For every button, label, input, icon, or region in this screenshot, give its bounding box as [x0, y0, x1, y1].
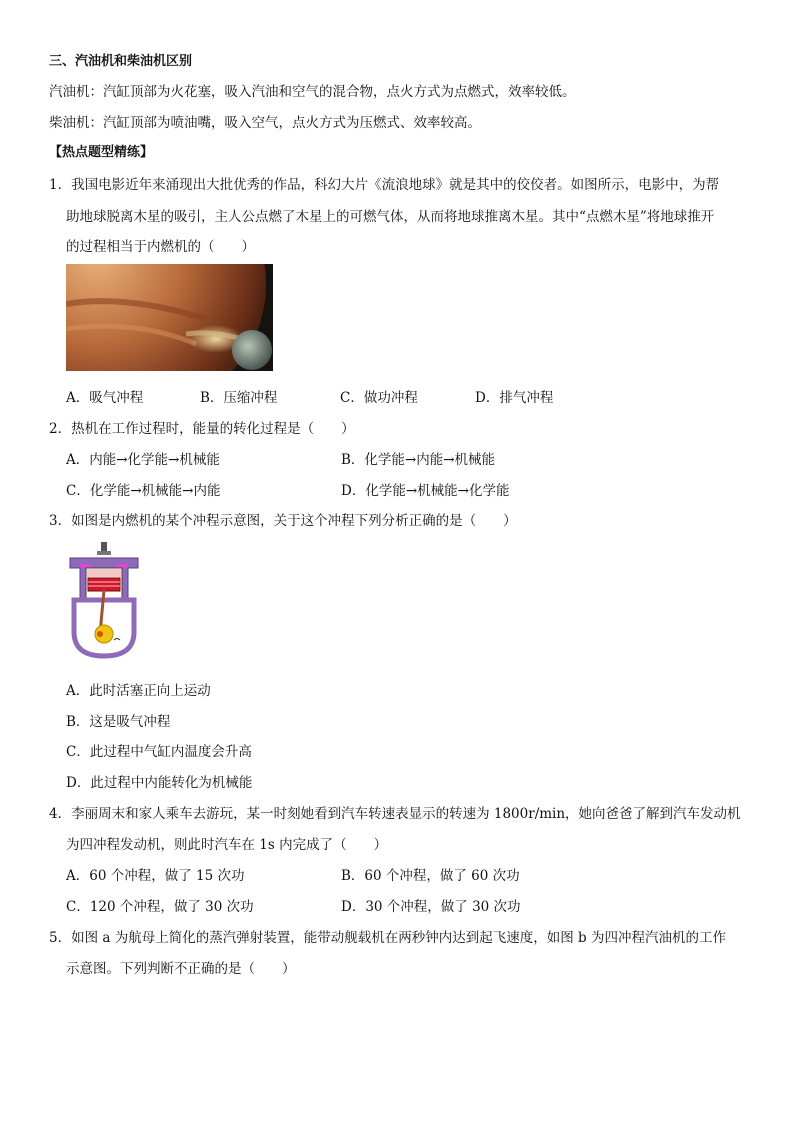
diesel-desc: 柴油机：汽缸顶部为喷油嘴，吸入空气，点火方式为压燃式、效率较高。 — [49, 115, 481, 131]
q3-option-d: D．此过程中内能转化为机械能 — [66, 775, 253, 791]
q1-option-c: C．做功冲程 — [340, 390, 418, 406]
q1-option-d: D．排气冲程 — [475, 390, 554, 406]
q2-stem: 2．热机在工作过程时，能量的转化过程是（ ） — [49, 421, 355, 437]
q1-stem-line1: 1．我国电影近年来涌现出大批优秀的作品，科幻大片《流浪地球》就是其中的佼佼者。如图所示，电影中，为帮 — [49, 177, 720, 193]
q5-stem-line1: 5．如图 a 为航母上简化的蒸汽弹射装置，能带动舰载机在两秒钟内达到起飞速度，如图 b 为四冲程汽油机的工作 — [49, 930, 726, 946]
jupiter-earth-image — [66, 264, 273, 371]
q2-option-c: C．化学能→机械能→内能 — [66, 483, 221, 499]
q4-option-b: B．60 个冲程，做了 60 次功 — [341, 868, 520, 884]
q4-option-d: D．30 个冲程，做了 30 次功 — [341, 899, 521, 915]
q4-option-a: A．60 个冲程，做了 15 次功 — [66, 868, 245, 884]
q1-option-b: B．压缩冲程 — [200, 390, 278, 406]
q3-option-a: A．此时活塞正向上运动 — [66, 683, 211, 699]
q4-stem-line1: 4．李丽周末和家人乘车去游玩，某一时刻她看到汽车转速表显示的转速为 1800r/min，她向爸爸了解到汽车发动机 — [49, 806, 741, 822]
q2-option-a: A．内能→化学能→机械能 — [66, 452, 220, 468]
q2-option-d: D．化学能→机械能→化学能 — [341, 483, 510, 499]
q3-stem: 3．如图是内燃机的某个冲程示意图，关于这个冲程下列分析正确的是（ ） — [49, 513, 517, 529]
q1-stem-line2: 助地球脱离木星的吸引，主人公点燃了木星上的可燃气体，从而将地球推离木星。其中“点燃木星”将地球推开 — [66, 209, 715, 225]
q2-option-b: B．化学能→内能→机械能 — [341, 452, 496, 468]
gasoline-desc: 汽油机：汽缸顶部为火花塞，吸入汽油和空气的混合物，点火方式为点燃式，效率较低。 — [49, 84, 576, 100]
section-title: 三、汽油机和柴油机区别 — [49, 54, 193, 69]
q3-option-c: C．此过程中气缸内温度会升高 — [66, 744, 252, 760]
q1-stem-line3: 的过程相当于内燃机的（ ） — [66, 239, 255, 255]
q4-option-c: C．120 个冲程，做了 30 次功 — [66, 899, 254, 915]
q5-stem-line2: 示意图。下列判断不正确的是（ ） — [66, 961, 296, 977]
q1-option-a: A．吸气冲程 — [66, 390, 144, 406]
engine-stroke-diagram — [64, 542, 144, 662]
hot-topic-title: 【热点题型精练】 — [49, 145, 154, 160]
q3-option-b: B．这是吸气冲程 — [66, 714, 171, 730]
q4-stem-line2: 为四冲程发动机，则此时汽车在 1s 内完成了（ ） — [66, 837, 388, 853]
